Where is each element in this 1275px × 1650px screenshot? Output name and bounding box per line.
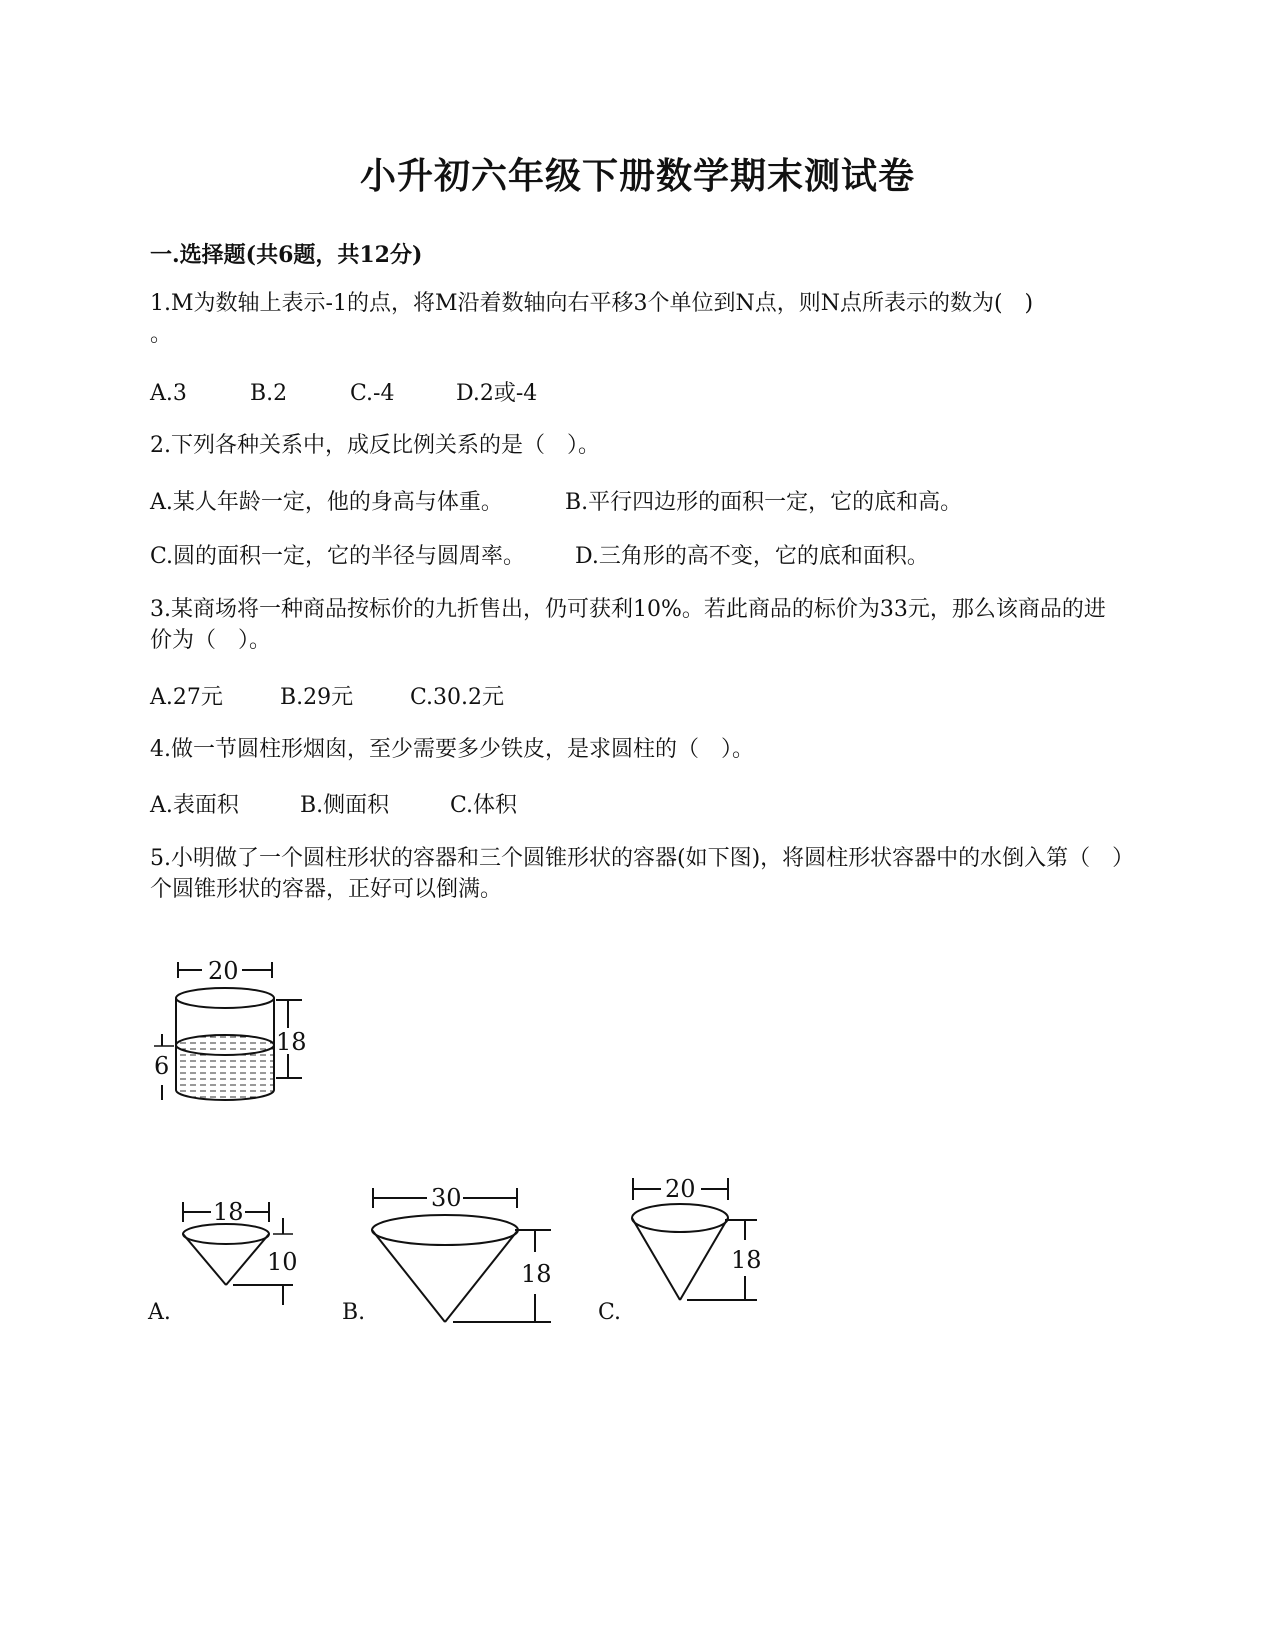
- option-a: A.3: [150, 381, 187, 406]
- option-a: A.某人年龄一定，他的身高与体重。: [150, 490, 503, 515]
- question-3-text: 3.某商场将一种商品按标价的九折售出，仍可获利10%。若此商品的标价为33元，那么该商品的进价为（ ）。: [150, 597, 1106, 653]
- cylinder-figure: [140, 950, 320, 1110]
- cone-c-diameter-label: 20: [665, 1175, 696, 1203]
- question-1-text-tail: 。: [150, 322, 173, 347]
- cone-a-height-label: 10: [267, 1248, 298, 1276]
- section-heading: 一.选择题(共6题，共12分): [150, 242, 423, 268]
- cone-c-figure: [625, 1170, 795, 1320]
- option-b: B.2: [250, 381, 288, 406]
- question-1-options: [150, 376, 537, 407]
- question-4-options: [150, 788, 517, 819]
- question-2-options-row-1: [150, 485, 962, 516]
- option-c: C.体积: [450, 793, 518, 818]
- cone-b-height-label: 18: [521, 1260, 552, 1288]
- question-1: [150, 288, 1125, 350]
- question-5-text: 5.小明做了一个圆柱形状的容器和三个圆锥形状的容器(如下图)，将圆柱形状容器中的水倒入第（ ）个圆锥形状的容器，正好可以倒满。: [150, 846, 1124, 902]
- figure-label-a: A.: [148, 1300, 171, 1325]
- option-b: B.平行四边形的面积一定，它的底和高。: [565, 490, 963, 515]
- option-a: A.27元: [150, 685, 223, 710]
- option-b: B.侧面积: [300, 793, 390, 818]
- figure-label-c: C.: [598, 1300, 622, 1325]
- cylinder-water-label: 6: [154, 1052, 170, 1080]
- cone-a-figure: [175, 1190, 315, 1315]
- option-d: D.三角形的高不变，它的底和面积。: [575, 544, 929, 569]
- option-c: C.圆的面积一定，它的半径与圆周率。: [150, 544, 526, 569]
- option-c: C.-4: [350, 381, 395, 406]
- figure-label-b: B.: [342, 1300, 366, 1325]
- question-2: [150, 430, 1125, 461]
- option-a: A.表面积: [150, 793, 239, 818]
- option-d: D.2或-4: [456, 381, 538, 406]
- cone-a-diameter-label: 18: [213, 1198, 244, 1226]
- cone-b-figure: [365, 1180, 565, 1330]
- question-2-options-row-2: [150, 539, 929, 570]
- option-c: C.30.2元: [410, 685, 505, 710]
- question-5: [150, 843, 1125, 905]
- cylinder-diameter-label: 20: [208, 957, 239, 985]
- question-3-options: [150, 680, 504, 711]
- question-1-text: 1.M为数轴上表示-1的点，将M沿着数轴向右平移3个单位到N点，则N点所表示的数为( ): [150, 291, 1034, 316]
- cone-c-height-label: 18: [731, 1246, 762, 1274]
- cone-b-diameter-label: 30: [431, 1184, 462, 1212]
- question-2-text: 2.下列各种关系中，成反比例关系的是（ ）。: [150, 433, 600, 458]
- option-b: B.29元: [280, 685, 354, 710]
- cylinder-height-label: 18: [276, 1028, 307, 1056]
- question-4: [150, 734, 1125, 765]
- question-4-text: 4.做一节圆柱形烟囱，至少需要多少铁皮，是求圆柱的（ ）。: [150, 737, 754, 762]
- question-3: [150, 594, 1125, 656]
- page-title: 小升初六年级下册数学期末测试卷: [359, 155, 915, 197]
